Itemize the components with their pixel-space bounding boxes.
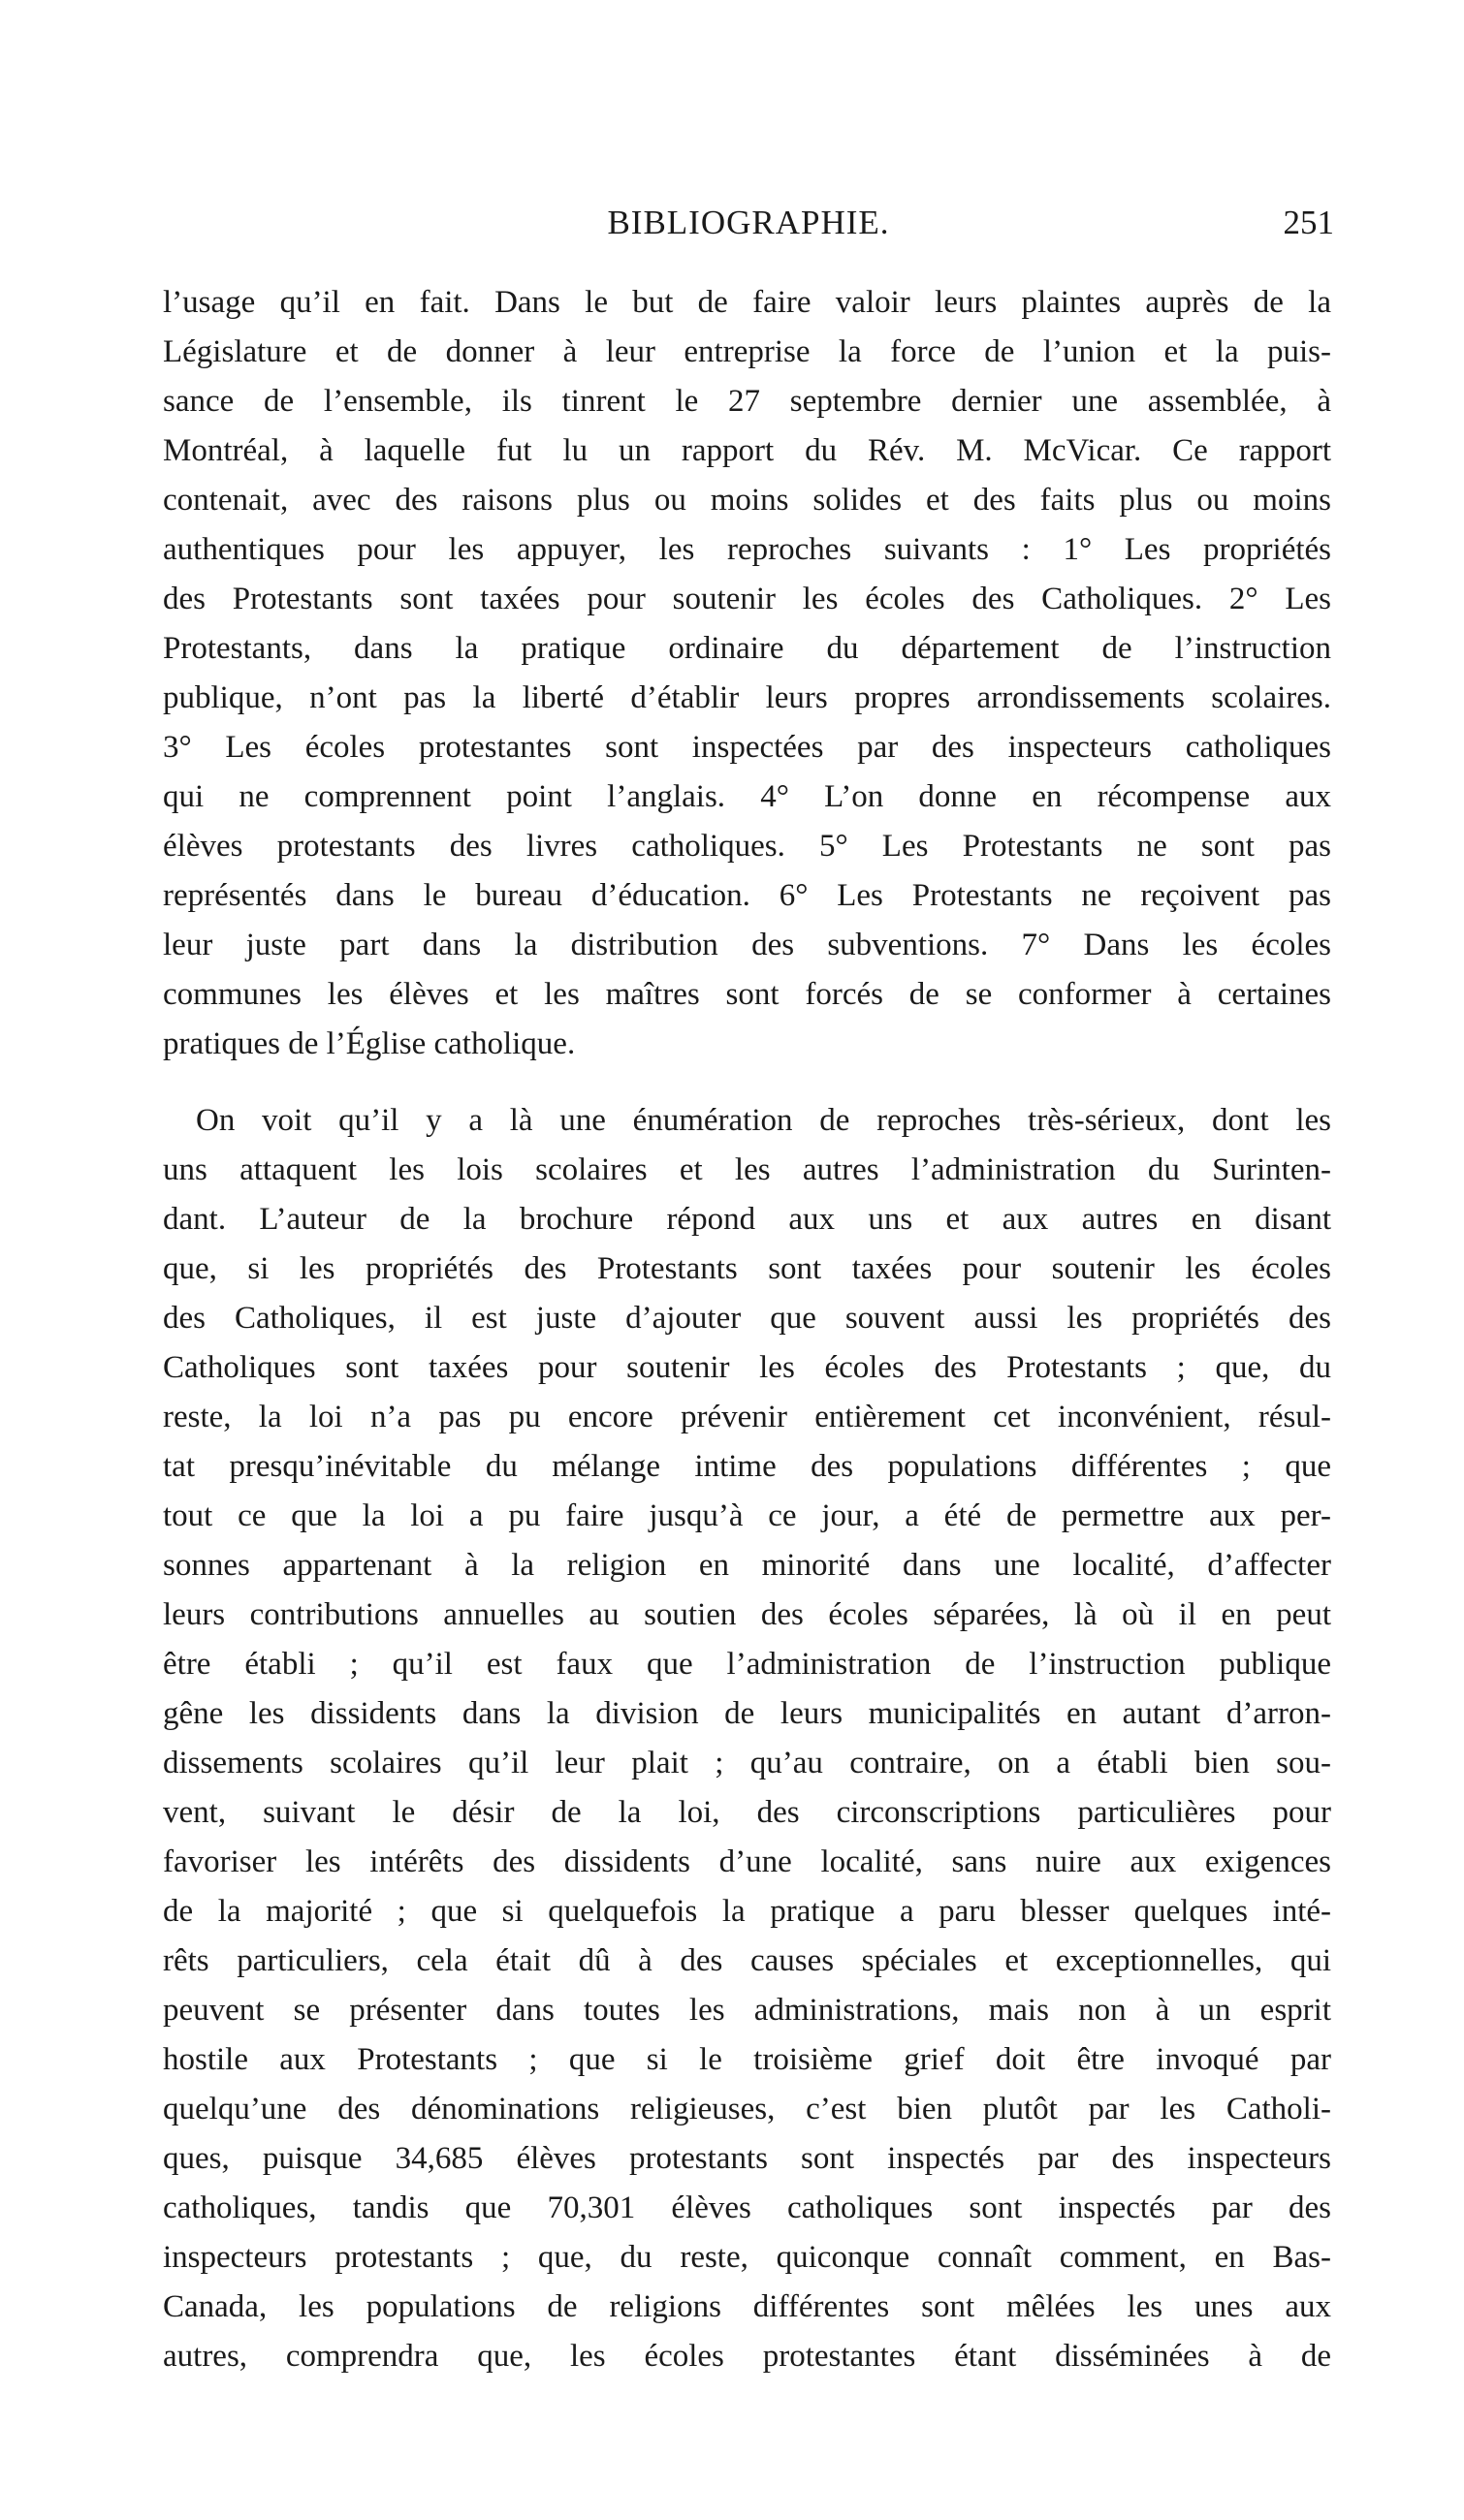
text-line: gêne les dissidents dans la division de leurs municipalités en autant d’arron- xyxy=(163,1696,1331,1731)
text-line: l’usage qu’il en fait. Dans le but de faire valoir leurs plaintes auprès de la xyxy=(163,285,1331,320)
text-line: uns attaquent les lois scolaires et les autres l’administration du Surinten- xyxy=(163,1152,1331,1187)
text-line: Catholiques sont taxées pour soutenir les écoles des Protestants ; que, du xyxy=(163,1350,1331,1385)
text-line: qui ne comprennent point l’anglais. 4° L’on donne en récompense aux xyxy=(163,779,1331,814)
text-line: communes les élèves et les maîtres sont forcés de se conformer à certaines xyxy=(163,977,1331,1012)
text-line: dissements scolaires qu’il leur plait ; qu’au contraire, on a établi bien sou- xyxy=(163,1746,1331,1780)
text-line: On voit qu’il y a là une énumération de reproches très-sérieux, dont les xyxy=(196,1103,1331,1138)
text-line: authentiques pour les appuyer, les reproches suivants : 1° Les propriétés xyxy=(163,532,1331,567)
text-line: des Catholiques, il est juste d’ajouter que souvent aussi les propriétés des xyxy=(163,1301,1331,1336)
text-line: 3° Les écoles protestantes sont inspectées par des inspecteurs catholiques xyxy=(163,730,1331,765)
text-line: publique, n’ont pas la liberté d’établir leurs propres arrondissements scolaires. xyxy=(163,680,1331,715)
running-header xyxy=(163,202,1334,244)
text-line: tout ce que la loi a pu faire jusqu’à ce jour, a été de permettre aux per- xyxy=(163,1498,1331,1533)
text-line: autres, comprendra que, les écoles protestantes étant disséminées à de xyxy=(163,2339,1331,2374)
text-line: Canada, les populations de religions différentes sont mêlées les unes aux xyxy=(163,2289,1331,2324)
text-line: ques, puisque 34,685 élèves protestants sont inspectés par des inspecteurs xyxy=(163,2141,1331,2176)
text-line: reste, la loi n’a pas pu encore prévenir entièrement cet inconvénient, résul- xyxy=(163,1400,1331,1434)
text-line: Protestants, dans la pratique ordinaire du département de l’instruction xyxy=(163,631,1331,666)
text-line: de la majorité ; que si quelquefois la pratique a paru blesser quelques inté- xyxy=(163,1894,1331,1929)
running-title: BIBLIOGRAPHIE. xyxy=(607,204,890,241)
text-line: peuvent se présenter dans toutes les administrations, mais non à un esprit xyxy=(163,1993,1331,2028)
page-number: 251 xyxy=(1283,204,1334,241)
text-line: représentés dans le bureau d’éducation. 6° Les Protestants ne reçoivent pas xyxy=(163,878,1331,913)
text-line: des Protestants sont taxées pour soutenir les écoles des Catholiques. 2° Les xyxy=(163,582,1331,616)
text-line: rêts particuliers, cela était dû à des causes spéciales et exceptionnelles, qui xyxy=(163,1943,1331,1978)
text-line: que, si les propriétés des Protestants sont taxées pour soutenir les écoles xyxy=(163,1251,1331,1286)
text-line: tat presqu’inévitable du mélange intime des populations différentes ; que xyxy=(163,1449,1331,1484)
text-line: pratiques de l’Église catholique. xyxy=(163,1026,576,1061)
text-line: quelqu’une des dénominations religieuses, c’est bien plutôt par les Catholi- xyxy=(163,2092,1331,2126)
text-line: sonnes appartenant à la religion en minorité dans une localité, d’affecter xyxy=(163,1548,1331,1583)
text-line: élèves protestants des livres catholiques. 5° Les Protestants ne sont pas xyxy=(163,829,1331,864)
text-line: catholiques, tandis que 70,301 élèves catholiques sont inspectés par des xyxy=(163,2190,1331,2225)
text-line: hostile aux Protestants ; que si le troisième grief doit être invoqué par xyxy=(163,2042,1331,2077)
text-line: Montréal, à laquelle fut lu un rapport du Rév. M. McVicar. Ce rapport xyxy=(163,433,1331,468)
text-line: Législature et de donner à leur entreprise la force de l’union et la puis- xyxy=(163,334,1331,369)
text-line: contenait, avec des raisons plus ou moins solides et des faits plus ou moins xyxy=(163,483,1331,518)
text-line: favoriser les intérêts des dissidents d’une localité, sans nuire aux exigences xyxy=(163,1844,1331,1879)
text-line: leurs contributions annuelles au soutien des écoles séparées, là où il en peut xyxy=(163,1597,1331,1632)
text-line: sance de l’ensemble, ils tinrent le 27 septembre dernier une assemblée, à xyxy=(163,384,1331,419)
text-line: inspecteurs protestants ; que, du reste, quiconque connaît comment, en Bas- xyxy=(163,2240,1331,2275)
text-line: vent, suivant le désir de la loi, des circonscriptions particulières pour xyxy=(163,1795,1331,1830)
text-line: dant. L’auteur de la brochure répond aux uns et aux autres en disant xyxy=(163,1202,1331,1237)
text-line: être établi ; qu’il est faux que l’administration de l’instruction publique xyxy=(163,1647,1331,1682)
text-line: leur juste part dans la distribution des subventions. 7° Dans les écoles xyxy=(163,928,1331,962)
